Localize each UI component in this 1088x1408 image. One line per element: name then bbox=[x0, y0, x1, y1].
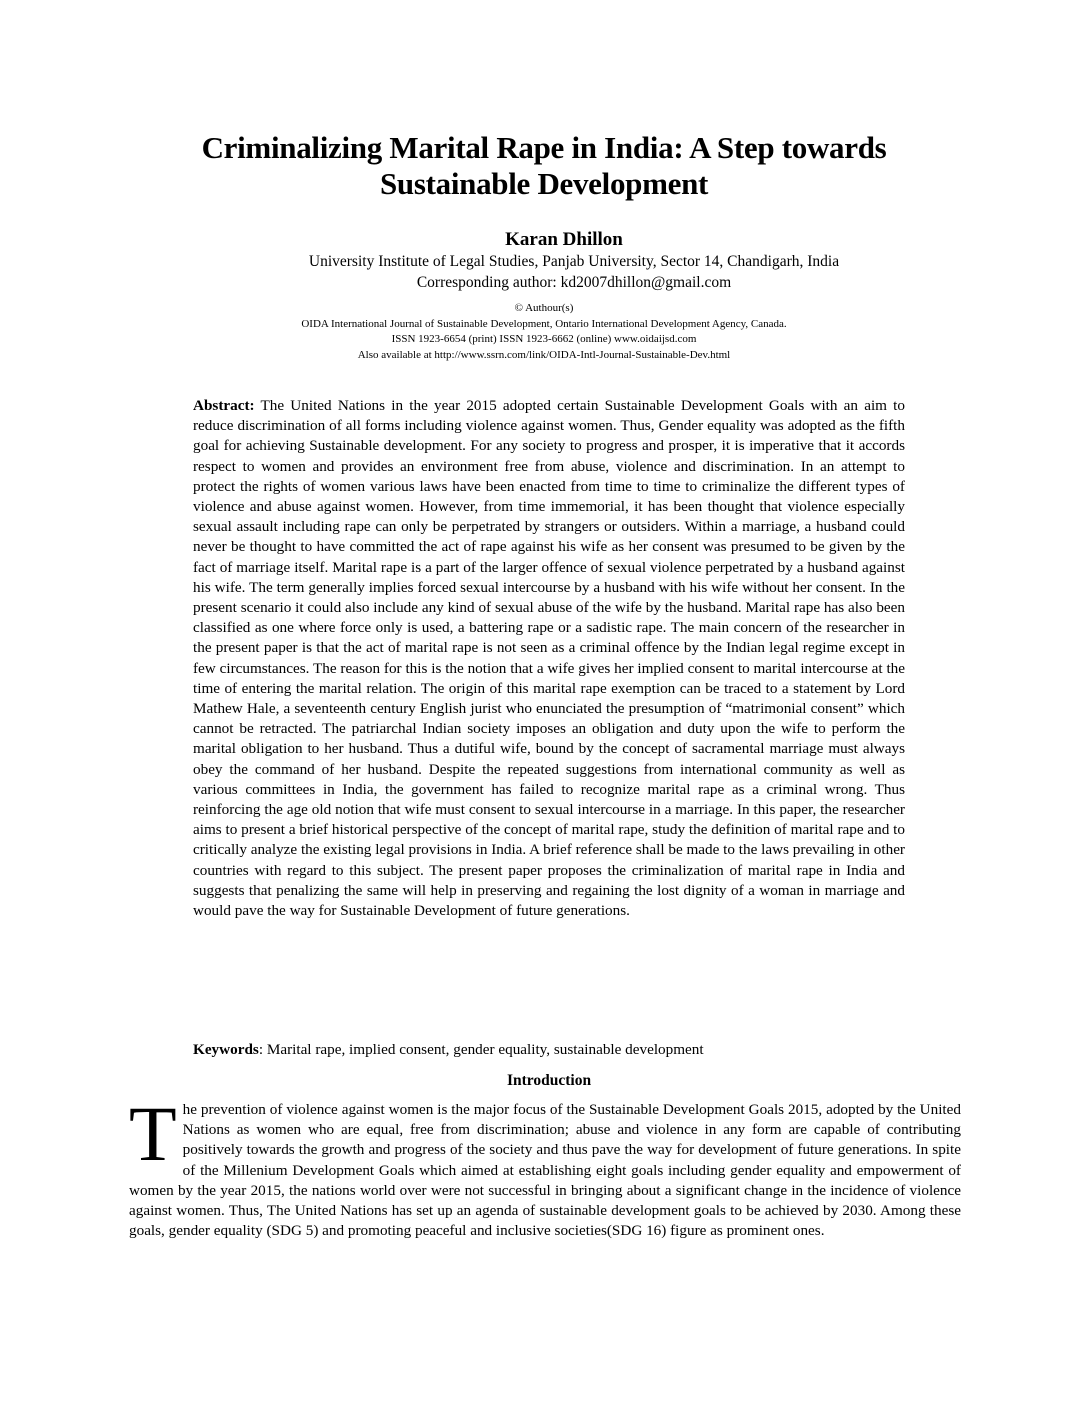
title-line-1: Criminalizing Marital Rape in India: A Step towards bbox=[201, 130, 887, 165]
availability-link: Also available at http://www.ssrn.com/link/OIDA-Intl-Journal-Sustainable-Dev.html bbox=[357, 348, 731, 361]
keywords-label: Keywords bbox=[193, 1041, 259, 1058]
abstract-label: Abstract: bbox=[193, 397, 255, 414]
section-heading-introduction: Introduction bbox=[506, 1072, 592, 1089]
introduction-paragraph bbox=[129, 1090, 961, 1241]
drop-cap: T bbox=[129, 1090, 177, 1177]
journal-name: OIDA International Journal of Sustainable Development, Ontario International Development Agency, Canada. bbox=[301, 317, 787, 330]
keywords-text: : Marital rape, implied consent, gender equality, sustainable development bbox=[258, 1041, 704, 1058]
corresponding-author: Corresponding author: kd2007dhillon@gmail.com bbox=[416, 274, 732, 291]
abstract-text: The United Nations in the year 2015 adopted certain Sustainable Development Goals with an aim to reduce discrimination of all forms including violence against women. Thus, Gender equality was adopted as the fifth goal for achieving Sustainable development. For any society to progress and prosper, it is imperative that it accords respect to women and provides an environment free from abuse, violence and discrimination. In an attempt to protect the rights of women various laws have been enacted from time to time to criminalize the different types of violence and abuse against women. However, from time immemorial, it has been thought that violence especially sexual assault including rape can only be perpetrated by strangers or outsiders. Within a marriage, a husband could never be thought to have committed the act of rape against his wife as her consent was presumed to be given by the fact of marriage itself. Marital rape is a part of the larger offence of sexual violence perpetrated by a husband against his wife. The term generally implies forced sexual intercourse by a husband with his wife without her consent. In the present scenario it could also include any kind of sexual abuse of the wife by the husband. Marital rape has also been classified as one where force only is used, a battering rape or a sadistic rape. The main concern of the researcher in the present paper is that the act of marital rape is not seen as a criminal offence by the Indian legal regime except in few circumstances. The reason for this is the notion that a wife gives her implied consent to marital intercourse at the time of entering the marital relation. The origin of this marital rape exemption can be traced to a statement by Lord Mathew Hale, a seventeenth century English jurist who enunciated the presumption of “matrimonial consent” which cannot be retracted. The patriarchal Indian society imposes an obligation and duty upon the wife to perform the marital obligation to her husband. Thus a dutiful wife, bound by the concept of sacramental marriage must always obey the command of her husband. Despite the repeated suggestions from international community as well as various committees in India, the government has failed to recognize marital rape as a criminal wrong. Thus reinforcing the age old notion that wife must consent to sexual intercourse in a marriage. In this paper, the researcher aims to present a brief historical perspective of the concept of marital rape, study the definition of marital rape and to critically analyze the existing legal provisions in India. A brief reference shall be made to the laws prevailing in other countries with regard to this subject. The present paper proposes the criminalization of marital rape in India and suggests that penalizing the same will help in preserving and regaining the lost dignity of a woman in marriage and would pave the way for Sustainable Development of future generations. bbox=[193, 397, 905, 920]
abstract bbox=[193, 396, 905, 921]
title-line-2: Sustainable Development bbox=[379, 166, 709, 201]
paper-title bbox=[120, 130, 968, 202]
introduction-text: he prevention of violence against women is the major focus of the Sustainable Development Goals 2015, adopted by the United Nations as women who are equal, free from discrimination; abuse and violence in any form are capable of contributing positively towards the growth and progress of the society and thus pave the way for development of future generations. In spite of the Millenium Development Goals which aimed at establishing eight goals including gender equality and empowerment of women by the year 2015, the nations world over were not successful in bringing about a significant change in the incidence of violence against women. Thus, The United Nations has set up an agenda of sustainable development goals to be achieved by 2030. Among these goals, gender equality (SDG 5) and promoting peaceful and inclusive societies(SDG 16) figure as prominent ones. bbox=[129, 1101, 961, 1240]
author-name: Karan Dhillon bbox=[505, 229, 623, 250]
journal-meta bbox=[0, 301, 1088, 363]
copyright-notice: © Authour(s) bbox=[514, 302, 574, 314]
keywords bbox=[193, 1040, 905, 1060]
author-affiliation: University Institute of Legal Studies, Panjab University, Sector 14, Chandigarh, India bbox=[308, 253, 840, 270]
issn-line: ISSN 1923-6654 (print) ISSN 1923-6662 (online) www.oidaijsd.com bbox=[391, 333, 697, 345]
